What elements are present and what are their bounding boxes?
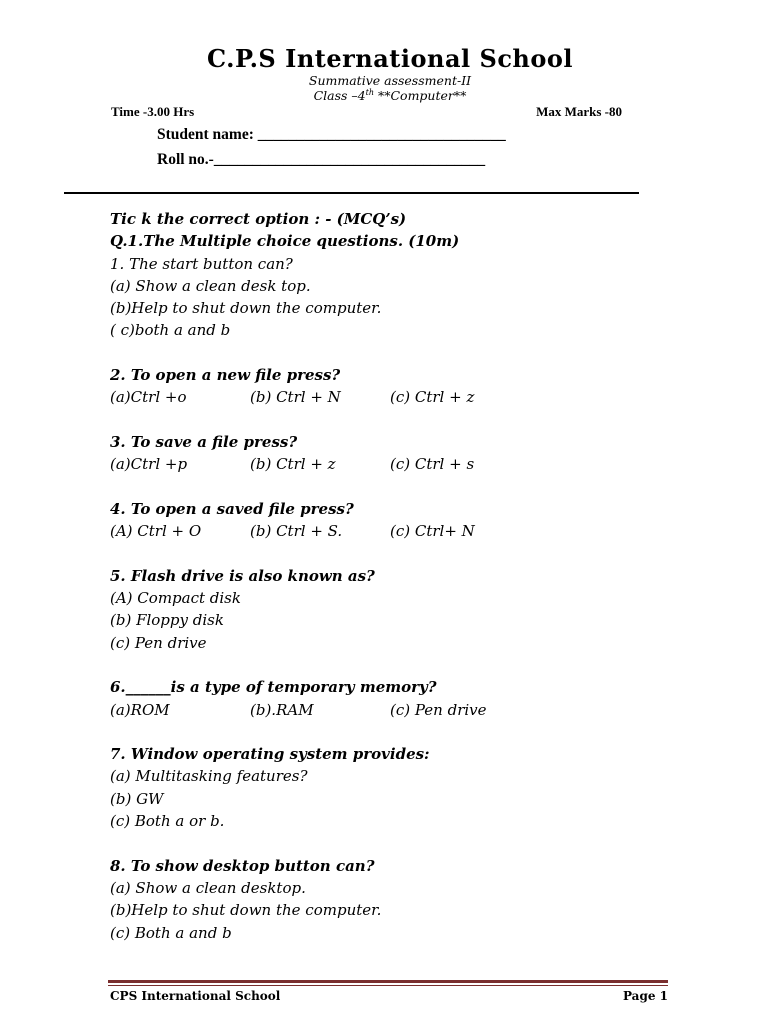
- q2-option-c: (c) Ctrl + z: [390, 388, 475, 407]
- class-suffix: **Computer**: [374, 88, 467, 104]
- question-1: 1. The start button can?: [110, 254, 293, 273]
- question-6: 6.______is a type of temporary memory?: [110, 678, 437, 697]
- question-8: 8. To show desktop button can?: [110, 856, 375, 875]
- q7-option-c: (c) Both a or b.: [110, 812, 225, 831]
- q2-option-a: (a)Ctrl +o: [110, 388, 187, 407]
- q7-option-a: (a) Multitasking features?: [110, 767, 308, 786]
- question-paper: [110, 208, 670, 944]
- q6-options: [110, 699, 670, 721]
- spacer: [110, 542, 670, 564]
- q6-option-b: (b).RAM: [250, 700, 314, 719]
- header-divider: [64, 192, 639, 194]
- question-3: 3. To save a file press?: [110, 432, 298, 451]
- time-label: Time -3.00 Hrs: [111, 104, 195, 119]
- spacer: [110, 832, 670, 854]
- q8-option-c: (c) Both a and b: [110, 923, 232, 942]
- q5-option-b: (b) Floppy disk: [110, 611, 224, 630]
- q6-option-c: (c) Pen drive: [390, 700, 487, 719]
- school-title: C.P.S International School: [206, 44, 574, 73]
- q3-option-c: (c) Ctrl + s: [390, 455, 475, 474]
- spacer: [110, 654, 670, 676]
- spacer: [110, 476, 670, 498]
- class-title: [0, 88, 768, 103]
- q4-options: [110, 520, 670, 542]
- max-marks-label: Max Marks -80: [536, 104, 622, 119]
- instruction: Tic k the correct option : - (MCQ’s): [110, 210, 407, 228]
- section-heading: Q.1.The Multiple choice questions. (10m): [110, 232, 460, 251]
- q3-option-a: (a)Ctrl +p: [110, 455, 188, 474]
- q1-option-a: (a) Show a clean desk top.: [110, 276, 311, 295]
- q8-option-a: (a) Show a clean desktop.: [110, 878, 306, 897]
- q5-option-a: (A) Compact disk: [110, 589, 241, 608]
- q3-options: [110, 453, 670, 475]
- class-sup: th: [365, 88, 375, 97]
- q1-option-c: ( c)both a and b: [110, 321, 231, 340]
- question-7: 7. Window operating system provides:: [110, 745, 430, 764]
- spacer: [110, 342, 670, 364]
- footer-divider-thick: [108, 980, 668, 983]
- q6-option-a: (a)ROM: [110, 700, 170, 719]
- q5-option-c: (c) Pen drive: [110, 633, 207, 652]
- student-name-field[interactable]: Student name: ________________________________: [157, 126, 506, 143]
- spacer: [110, 409, 670, 431]
- q3-option-b: (b) Ctrl + z: [250, 455, 336, 474]
- footer-divider-thin: [108, 985, 668, 986]
- q2-options: [110, 386, 670, 408]
- q2-option-b: (b) Ctrl + N: [250, 388, 341, 407]
- question-2: 2. To open a new file press?: [110, 366, 341, 385]
- roll-no-field[interactable]: Roll no.-___________________________________: [157, 151, 486, 168]
- footer-school-name: CPS International School: [110, 989, 281, 1003]
- class-prefix: Class –4: [313, 88, 366, 104]
- assessment-title: Summative assessment-II: [308, 73, 472, 88]
- q4-option-c: (c) Ctrl+ N: [390, 522, 475, 541]
- question-4: 4. To open a saved file press?: [110, 499, 354, 518]
- q4-option-a: (A) Ctrl + O: [110, 522, 202, 541]
- spacer: [110, 721, 670, 743]
- q4-option-b: (b) Ctrl + S.: [250, 522, 343, 541]
- q7-option-b: (b) GW: [110, 789, 164, 808]
- q8-option-b: (b)Help to shut down the computer.: [110, 901, 382, 920]
- q1-option-b: (b)Help to shut down the computer.: [110, 299, 382, 318]
- page-number: Page 1: [622, 989, 668, 1003]
- question-5: 5. Flash drive is also known as?: [110, 566, 375, 585]
